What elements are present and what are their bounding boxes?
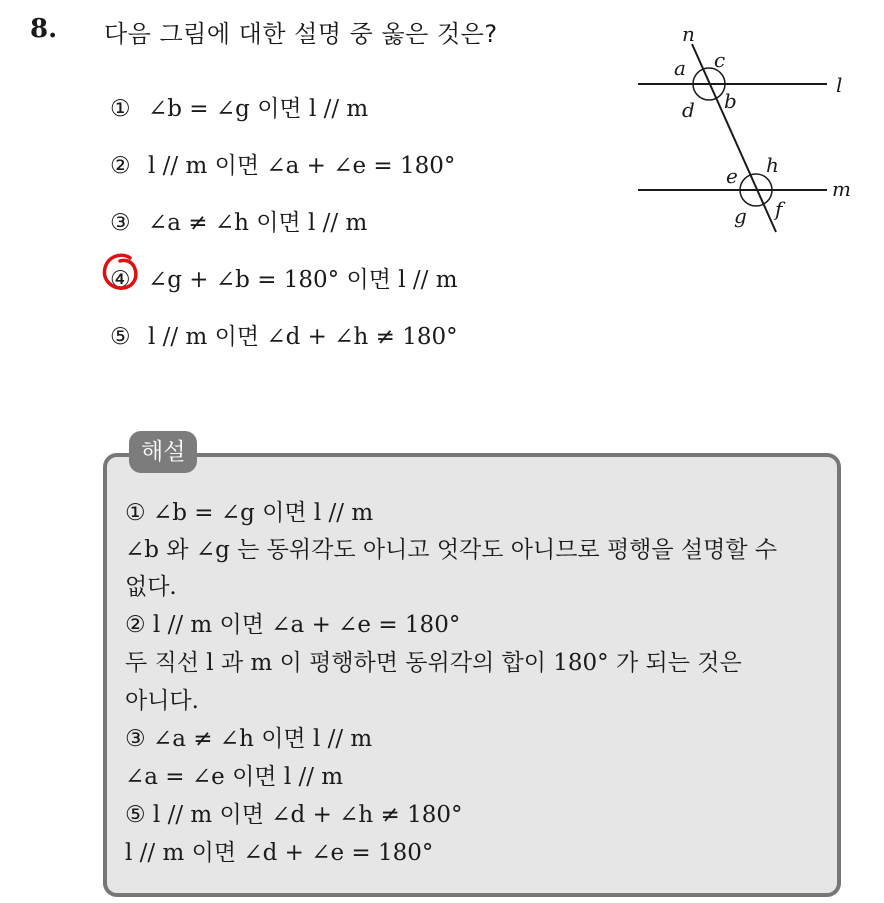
solution-line-10: l // m 이면 ∠d + ∠e = 180° bbox=[125, 840, 434, 866]
solution-line-6: 아니다. bbox=[125, 688, 199, 714]
option-4-text: ∠g + ∠b = 180° 이면 l // m bbox=[148, 267, 458, 293]
label-b: b bbox=[724, 89, 737, 113]
question-number: 8. bbox=[30, 14, 58, 44]
option-5-text: l // m 이면 ∠d + ∠h ≠ 180° bbox=[148, 324, 458, 350]
option-3-number: ③ bbox=[110, 210, 131, 236]
solution-line-8: ∠a = ∠e 이면 l // m bbox=[125, 764, 344, 790]
parallel-lines-diagram bbox=[630, 20, 860, 250]
option-1-number: ① bbox=[110, 96, 131, 122]
answer-circle-mark bbox=[100, 250, 142, 292]
option-2-text: l // m 이면 ∠a + ∠e = 180° bbox=[148, 153, 456, 179]
label-e: e bbox=[726, 164, 738, 188]
option-3-text: ∠a ≠ ∠h 이면 l // m bbox=[148, 210, 368, 236]
solution-line-7: ③ ∠a ≠ ∠h 이면 l // m bbox=[125, 726, 373, 752]
option-1-text: ∠b = ∠g 이면 l // m bbox=[148, 96, 369, 122]
solution-title: 해설 bbox=[129, 431, 197, 473]
label-l: l bbox=[836, 73, 843, 97]
solution-line-4: ② l // m 이면 ∠a + ∠e = 180° bbox=[125, 612, 461, 638]
solution-line-9: ⑤ l // m 이면 ∠d + ∠h ≠ 180° bbox=[125, 802, 463, 828]
label-h: h bbox=[766, 153, 779, 177]
option-4-number: ④ bbox=[110, 267, 131, 293]
label-g: g bbox=[734, 204, 747, 228]
option-3[interactable] bbox=[110, 204, 367, 237]
option-5-number: ⑤ bbox=[110, 324, 131, 350]
label-f: f bbox=[775, 197, 783, 221]
question-text: 다음 그림에 대한 설명 중 옳은 것은? bbox=[104, 20, 498, 48]
option-1[interactable] bbox=[110, 90, 368, 123]
solution-line-2: ∠b 와 ∠g 는 동위각도 아니고 엇각도 아니므로 평행을 설명할 수 bbox=[125, 537, 778, 563]
option-2[interactable] bbox=[110, 147, 455, 180]
solution-line-3: 없다. bbox=[125, 574, 177, 600]
option-5[interactable] bbox=[110, 318, 458, 351]
label-c: c bbox=[714, 48, 726, 72]
option-4[interactable] bbox=[110, 261, 458, 294]
option-2-number: ② bbox=[110, 153, 131, 179]
solution-line-5: 두 직선 l 과 m 이 평행하면 동위각의 합이 180° 가 되는 것은 bbox=[125, 650, 742, 676]
label-d: d bbox=[682, 98, 695, 122]
label-n: n bbox=[682, 22, 695, 46]
solution-line-1: ① ∠b = ∠g 이면 l // m bbox=[125, 500, 374, 526]
label-m: m bbox=[832, 177, 851, 201]
label-a: a bbox=[674, 56, 686, 80]
